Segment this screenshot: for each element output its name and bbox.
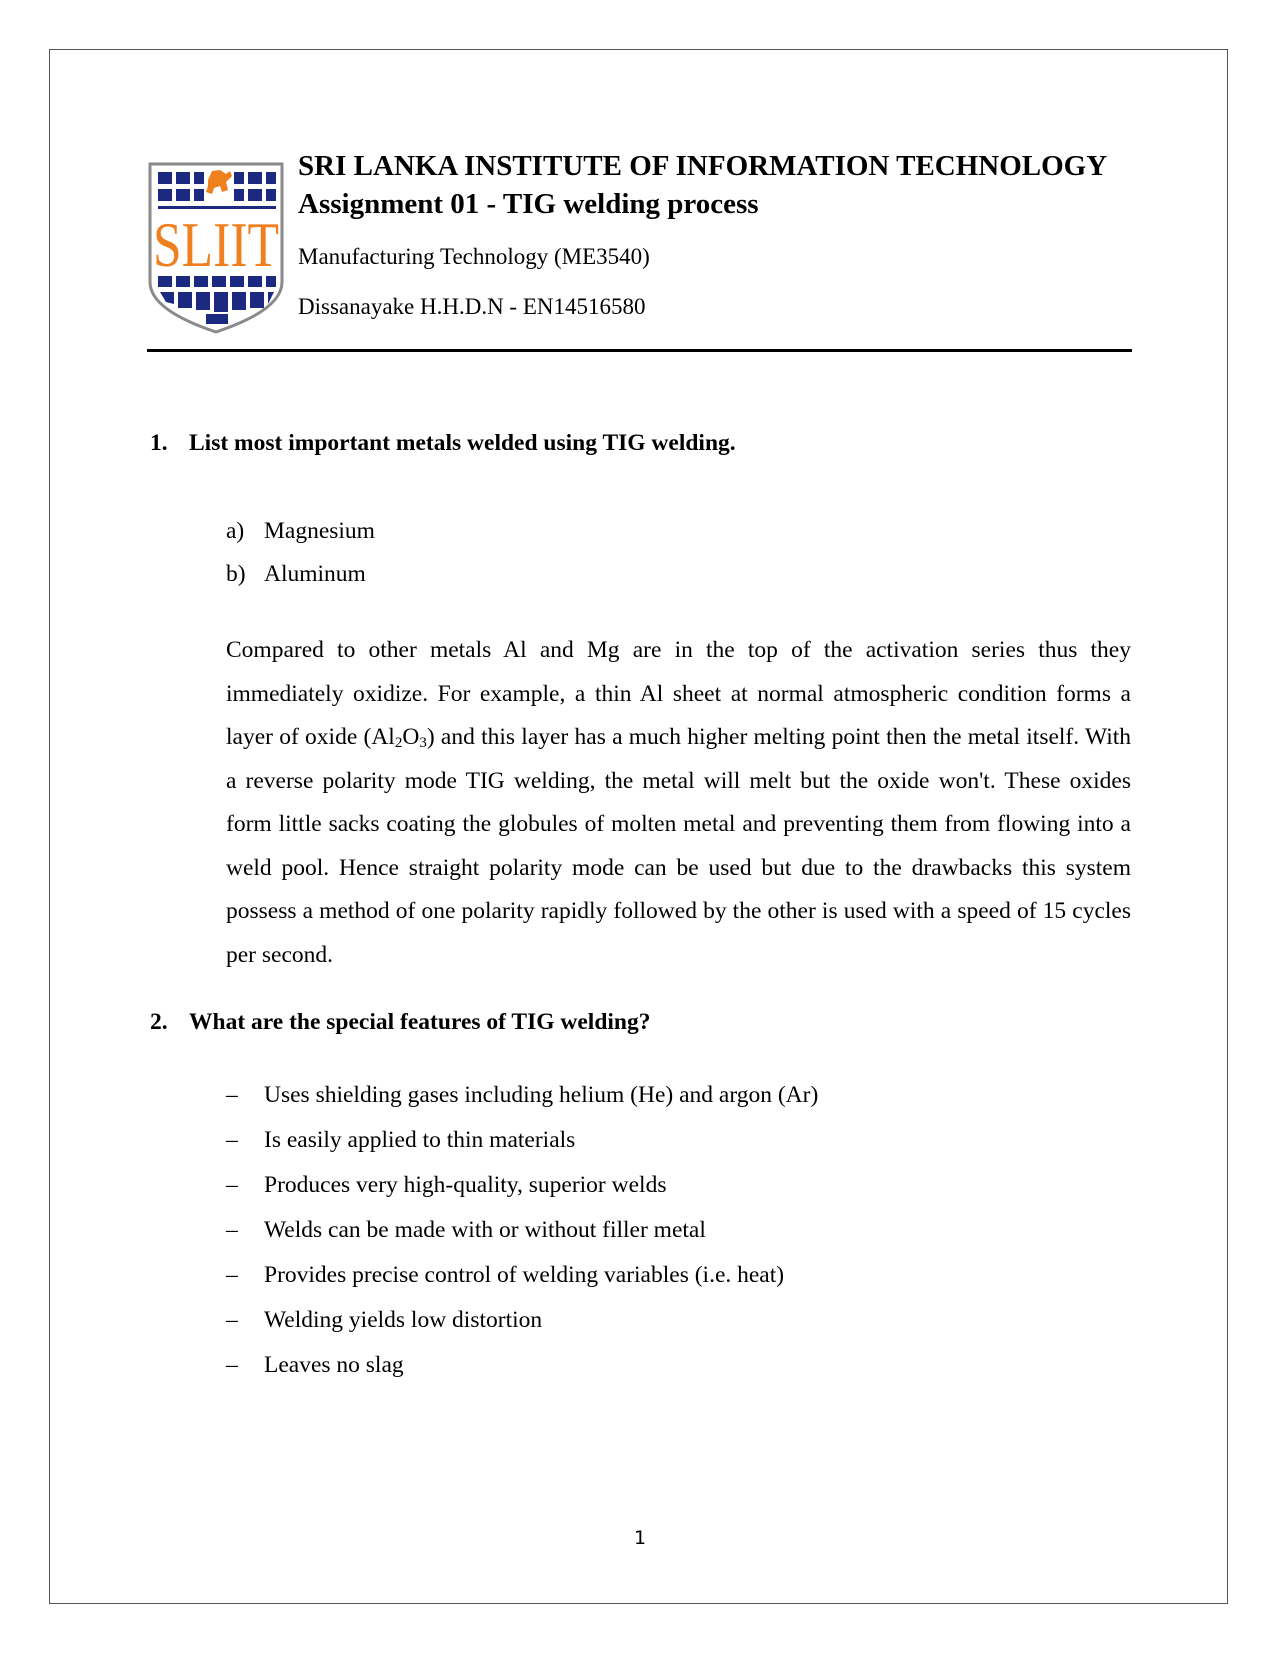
question-number: 1.: [150, 430, 168, 456]
subscript: 2: [394, 735, 403, 751]
question-1-heading: [150, 430, 736, 457]
list-item: [226, 1352, 404, 1379]
list-item: [226, 561, 366, 588]
list-item: [226, 1127, 575, 1154]
list-marker: a): [226, 518, 245, 544]
list-item-text: Uses shielding gases including helium (He) and argon (Ar): [264, 1082, 819, 1108]
paragraph-text: Compared to other metals Al and Mg are in the top of the activation series thus they immediately oxidize. For example, a thin Al sheet at normal atmospheric condition forms a layer of oxide (Al: [226, 637, 1131, 750]
list-item-text: Leaves no slag: [264, 1352, 404, 1378]
list-item-text: Magnesium: [264, 518, 375, 544]
list-item: [226, 1307, 542, 1334]
list-item-text: Is easily applied to thin materials: [264, 1127, 576, 1153]
question-text: List most important metals welded using TIG welding.: [189, 430, 736, 456]
list-marker: –: [226, 1127, 238, 1153]
header-divider: [147, 349, 1132, 352]
sliit-logo: [148, 162, 284, 334]
list-item-text: Welds can be made with or without filler metal: [264, 1217, 706, 1243]
subscript: 3: [419, 735, 427, 751]
list-item-text: Aluminum: [264, 561, 366, 587]
list-item-text: Produces very high-quality, superior welds: [264, 1172, 667, 1198]
list-marker: –: [226, 1217, 238, 1243]
question-text: What are the special features of TIG welding?: [189, 1009, 651, 1035]
list-item-text: Provides precise control of welding variables (i.e. heat): [264, 1262, 785, 1288]
list-marker: –: [226, 1082, 238, 1108]
course-name: Manufacturing Technology (ME3540): [298, 244, 650, 269]
list-marker: –: [226, 1307, 238, 1333]
page-number: 1: [633, 1527, 647, 1549]
paragraph-text: ) and this layer has a much higher melting point then the metal itself. With a reverse polarity mode TIG welding, the metal will melt but the oxide won't. These oxides form little sacks coating the globules of molten metal and preventing them from flowing into a weld pool. Hence straight polarity mode can be used but due to the drawbacks this system possess a method of one polarity rapidly followed by the other is used with a speed of 15 cycles per second.: [226, 724, 1132, 968]
list-item: [226, 1172, 666, 1199]
assignment-title: Assignment 01 - TIG welding process: [298, 188, 759, 220]
list-marker: –: [226, 1172, 238, 1198]
list-item: [226, 1262, 784, 1289]
list-item-text: Welding yields low distortion: [264, 1307, 543, 1333]
list-item: [226, 518, 375, 545]
list-marker: b): [226, 561, 246, 587]
logo-text: SLIIT: [153, 210, 279, 280]
answer-paragraph: [226, 629, 1131, 977]
list-marker: –: [226, 1262, 238, 1288]
author-line: Dissanayake H.H.D.N - EN14516580: [298, 294, 646, 319]
list-item: [226, 1082, 818, 1109]
question-2-heading: [150, 1009, 651, 1036]
paragraph-text: O: [402, 724, 420, 750]
list-marker: –: [226, 1352, 238, 1378]
institution-name: SRI LANKA INSTITUTE OF INFORMATION TECHNOLOGY: [298, 150, 1108, 182]
list-item: [226, 1217, 706, 1244]
question-number: 2.: [150, 1009, 168, 1035]
